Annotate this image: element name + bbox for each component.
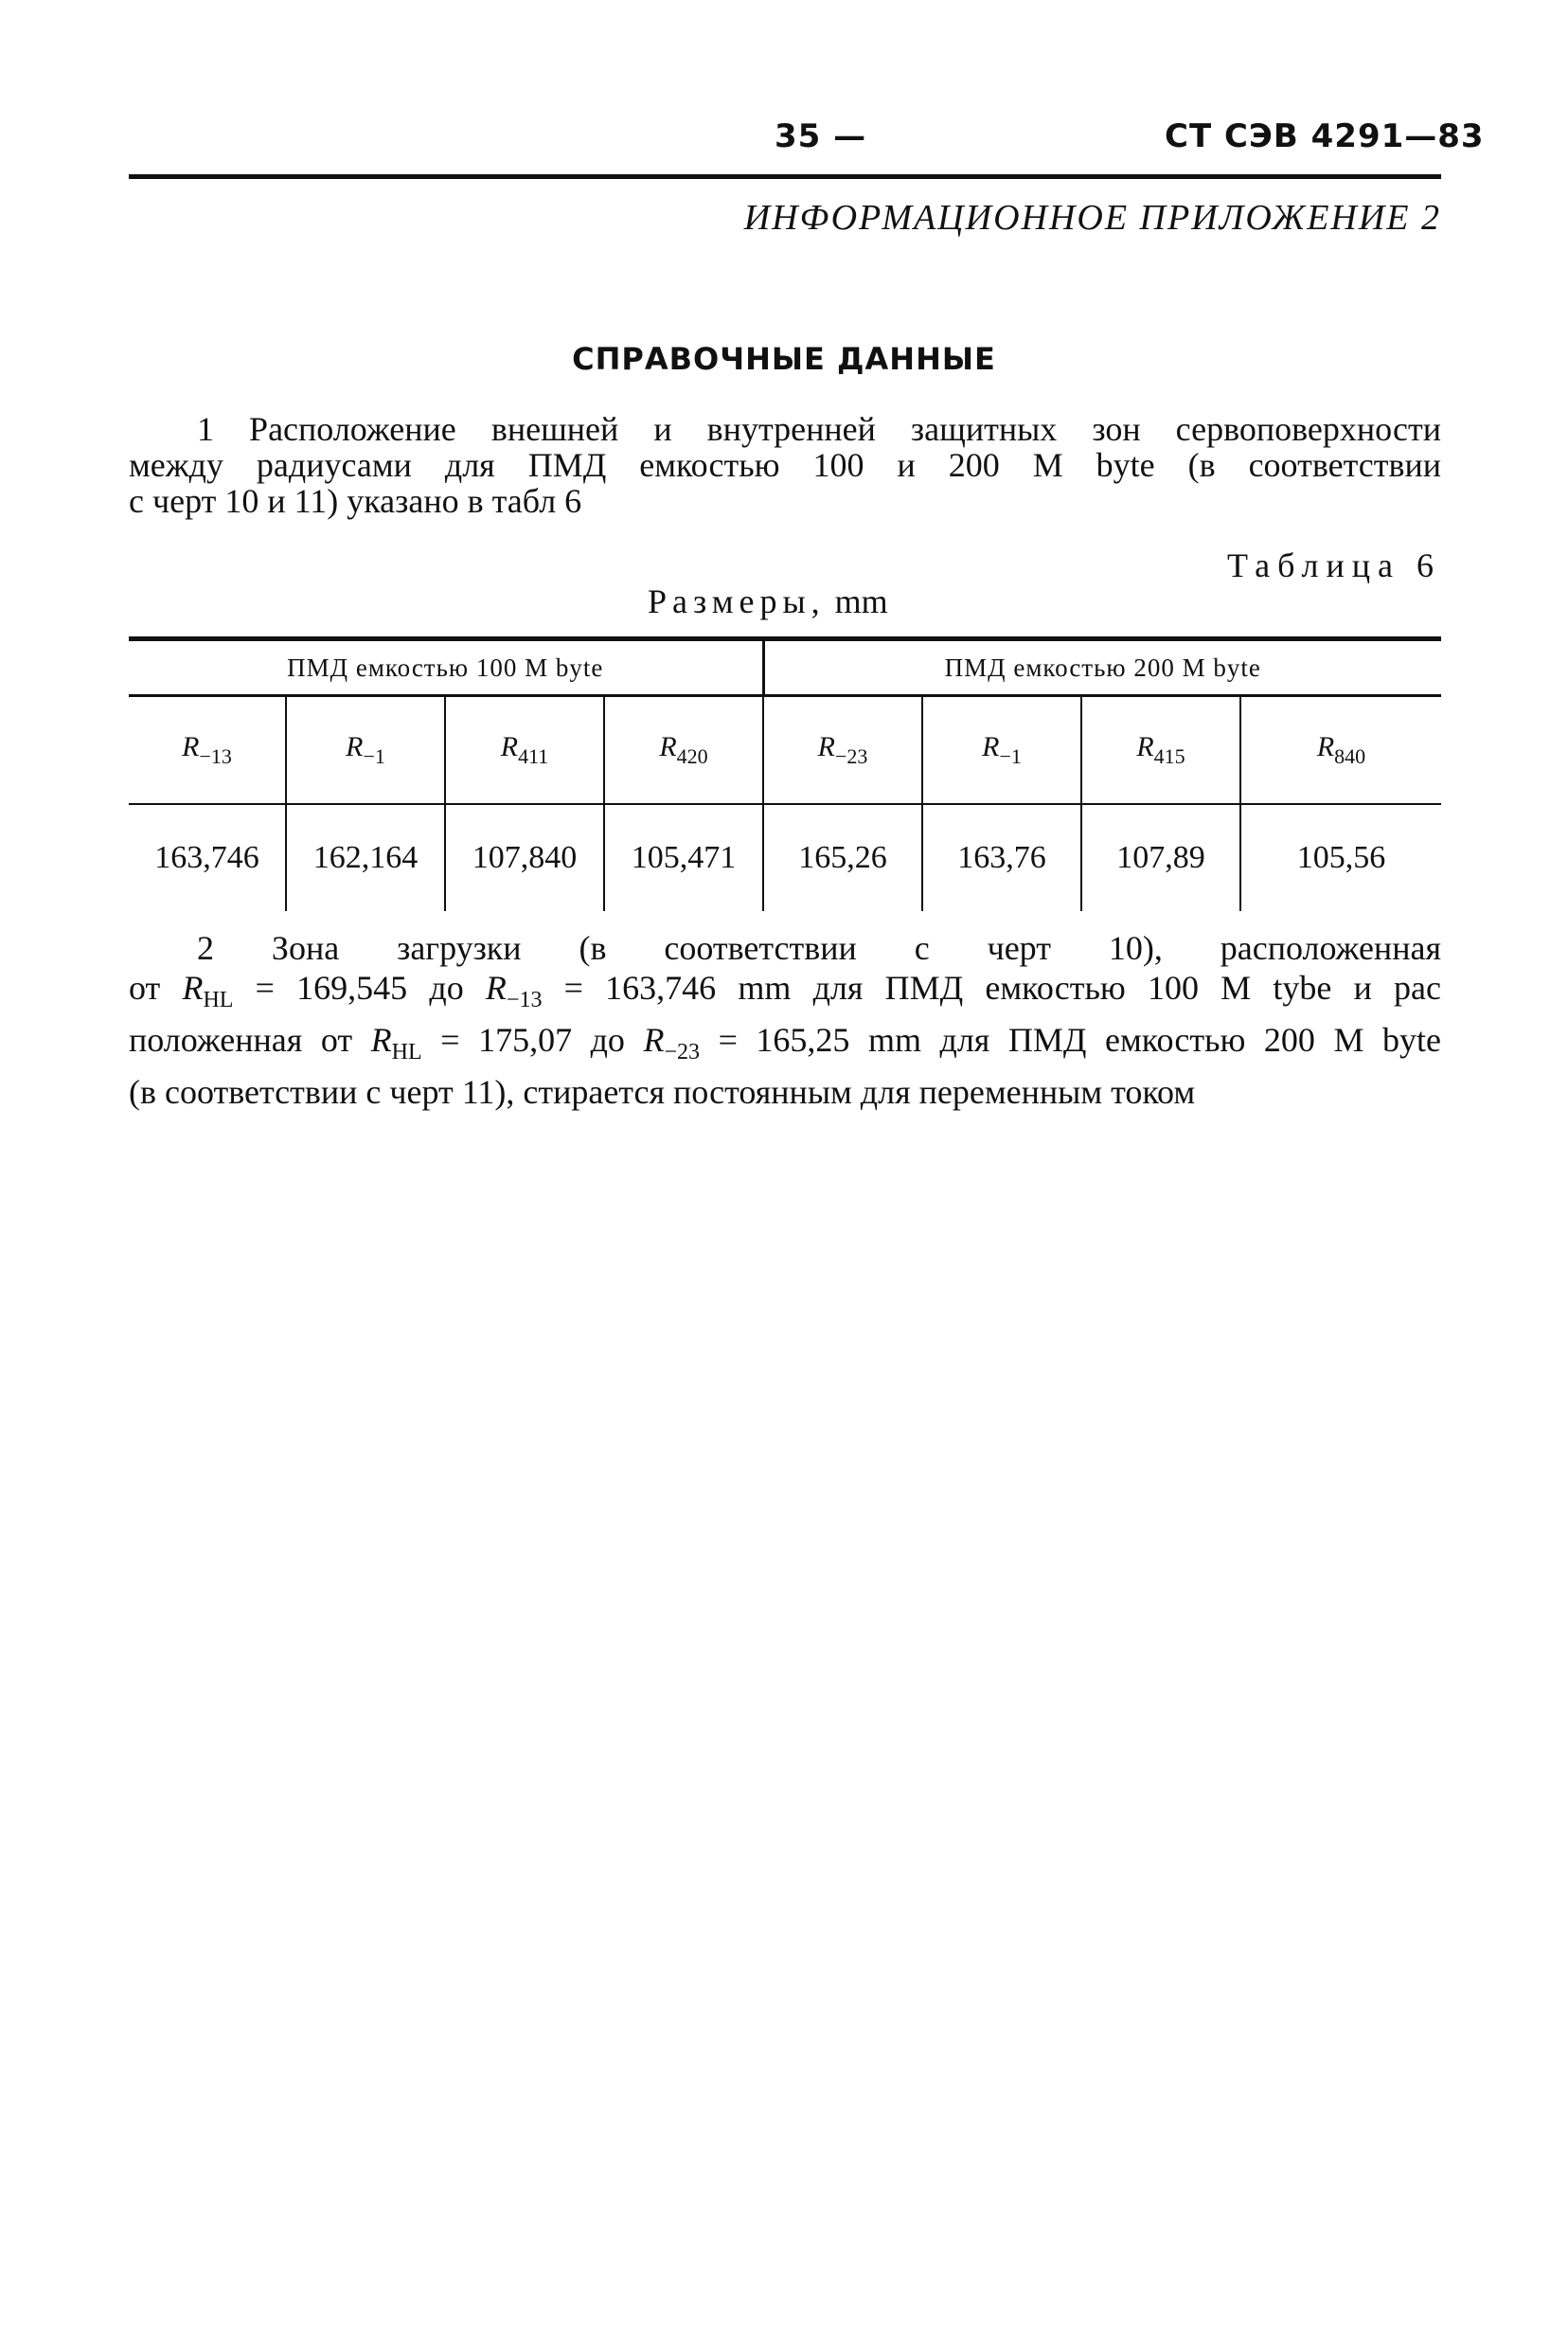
table-value-cell: 107,840 <box>445 804 604 911</box>
table-value-cell: 163,76 <box>922 804 1081 911</box>
table-value-cell: 163,746 <box>129 804 286 911</box>
table-group-200mb: ПМД емкостью 200 M byte <box>763 639 1441 696</box>
table-value-cell: 105,56 <box>1296 840 1386 875</box>
paragraph-1 <box>129 411 1441 519</box>
radius-symbol: $R_{HL}$ <box>370 1021 422 1065</box>
paragraph-2-line-2: от $R_{HL} = 169,545$ до $R_{-13} = 163,746$ mm для ПМД емкостью 100 M tybe и рас <box>129 969 1442 1012</box>
section-title: СПРАВОЧНЫЕ ДАННЫЕ <box>572 341 996 377</box>
radius-symbol: $R_{HL}$ <box>182 969 234 1012</box>
paragraph-2-line-1: 2 Зона загрузки (в соответствии с черт 10), расположенная <box>197 929 1441 967</box>
dimensions-word: Размеры, <box>648 582 826 620</box>
table-header-cell: $R_{420}$ <box>604 696 763 805</box>
paragraph-2 <box>129 928 1441 1112</box>
header-rule <box>129 174 1441 179</box>
paragraph-2-line-4: (в соответствии с черт 11), стирается постоянным для переменным током <box>129 1073 1196 1111</box>
table-header-cell: $R_{-13}$ <box>129 696 286 805</box>
table-header-cell: $R_{411}$ <box>445 696 604 805</box>
paragraph-1-line-1: 1 Расположение внешней и внутренней защитных зон сервоповерхности <box>197 410 1441 448</box>
table-value-cell: 165,26 <box>763 804 922 911</box>
table-value-cell: 105,471 <box>604 804 763 911</box>
table-value-cell: 162,164 <box>286 804 445 911</box>
dimensions-table <box>129 636 1441 911</box>
table-header-cell: $R_{-1}$ <box>286 696 445 805</box>
table-group-row <box>129 639 1441 696</box>
radius-symbol: $R_{-23}$ <box>643 1021 701 1065</box>
table-header-row <box>129 696 1441 805</box>
dimensions-unit: mm <box>834 582 888 620</box>
table-header-cell: $R_{-23}$ <box>763 696 922 805</box>
page-number: 35 — <box>775 117 867 155</box>
table-header-cell: $R_{415}$ <box>1081 696 1240 805</box>
table-label: Таблица 6 <box>1227 546 1441 584</box>
table-value-row <box>129 804 1441 911</box>
standard-code: СТ СЭВ 4291—83 <box>1165 117 1485 155</box>
table-header-cell: $R_{-1}$ <box>922 696 1081 805</box>
paragraph-2-line-3: положенная от $R_{HL} = 175,07$ до $R_{-23} = 165,25$ mm для ПМД емкостью 200 M byte <box>129 1021 1442 1065</box>
radius-symbol: $R_{-13}$ <box>485 969 543 1012</box>
paragraph-1-line-3: с черт 10 и 11) указано в табл 6 <box>129 482 582 520</box>
table-group-100mb: ПМД емкостью 100 M byte <box>129 639 763 696</box>
table-header-cell: $R_{840}$ <box>1240 696 1441 805</box>
dimensions-label <box>648 582 888 621</box>
paragraph-1-line-2: между радиусами для ПМД емкостью 100 и 200 M byte (в соответствии <box>129 446 1441 484</box>
appendix-title: ИНФОРМАЦИОННОЕ ПРИЛОЖЕНИЕ 2 <box>743 198 1441 238</box>
table-value-cell: 107,89 <box>1081 804 1240 911</box>
